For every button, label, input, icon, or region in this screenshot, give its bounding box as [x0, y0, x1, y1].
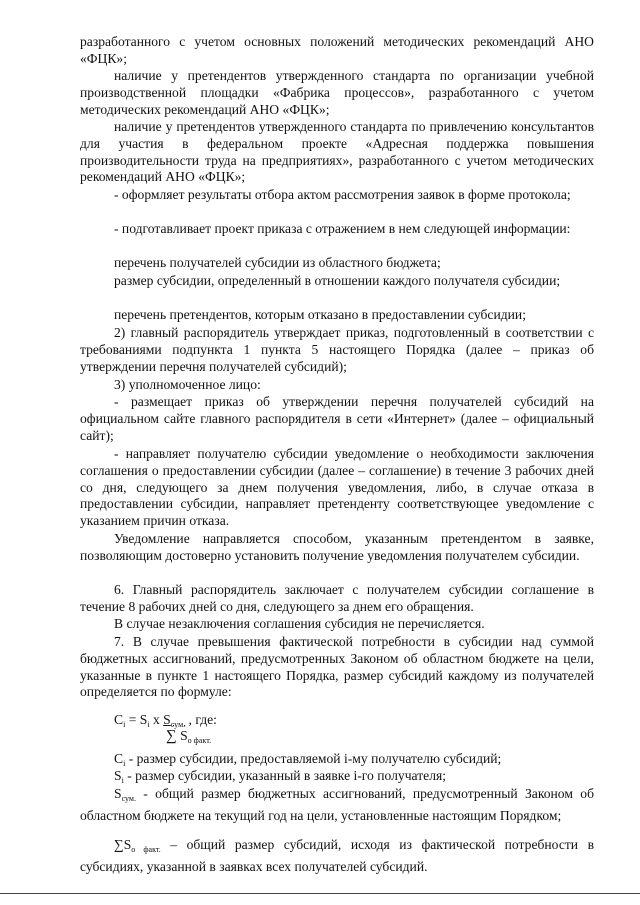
paragraph-1: разработанного с учетом основных положений методических рекомендаций АНО «ФЦК»;: [80, 34, 594, 66]
paragraph-11: - размещает приказ об утверждении перечня получателей субсидий на официальном сайте главного распорядителя в сети «Интернет» (далее – официальный сайт);: [80, 394, 594, 443]
paragraph-12: - направляет получателю субсидии уведомление о необходимости заключения соглашения о предоставлении субсидии (далее – соглашение) в течение 3 рабочих дней со дня, следующего за днем получения уведомления, либо, в случае отказа в предоставлении субсидии, направляет претенденту соответствующее уведомление с указанием причин отказа.: [80, 446, 594, 529]
definition-3-subscript: сум.: [121, 794, 136, 803]
paragraph-13: Уведомление направляется способом, указанным претендентом в заявке, позволяющим достоверно установить получение уведомления получателем субсидии.: [80, 531, 594, 563]
paragraph-15: В случае незаключения соглашения субсидия не перечисляется.: [114, 616, 485, 631]
paragraph-7: размер субсидии, определенный в отношении каждого получателя субсидии;: [114, 273, 561, 288]
paragraph-2: наличие у претендентов утвержденного стандарта по организации учебной производственной площадки «Фабрика процессов», разработанного с учетом методических рекомендаций АНО «ФЦК»;: [80, 68, 594, 117]
formula-s-sum: S: [163, 712, 171, 727]
definition-2-subscript: i: [121, 776, 124, 785]
paragraph-10: 3) уполномоченное лицо:: [114, 377, 261, 392]
definition-4-subscript: о факт.: [131, 845, 161, 854]
paragraph-6: перечень получателей субсидии из областного бюджета;: [114, 255, 441, 270]
paragraph-8: перечень претендентов, которым отказано в предоставлении субсидии;: [114, 307, 526, 322]
definition-2-text: - размер субсидии, указанный в заявке i-го получателя;: [123, 768, 447, 783]
paragraph-4: - оформляет результаты отбора актом рассмотрения заявок в форме протокола;: [114, 187, 571, 202]
formula-s-o: S: [176, 728, 188, 743]
formula-o-subscript: о факт.: [187, 736, 212, 745]
definition-3-symbol: S: [114, 786, 122, 801]
formula-c-subscript: i: [123, 720, 126, 729]
definition-2-symbol: S: [114, 768, 122, 783]
paragraph-5: - подготавливает проект приказа с отражением в нем следующей информации:: [114, 221, 571, 236]
formula-line-2: [166, 728, 211, 750]
definition-4-symbol: ∑S: [114, 837, 132, 852]
definition-4: [80, 837, 594, 876]
definition-4-text: – общий размер субсидий, исходя из фактической потребности в субсидиях, указанной в заявках всех получателей субсидий.: [80, 837, 594, 874]
formula-where: , где:: [185, 712, 217, 727]
formula-times: x: [149, 712, 164, 727]
formula-numerator: [163, 712, 185, 727]
definition-3: [80, 786, 594, 825]
formula-c: C: [114, 712, 124, 727]
paragraph-9: 2) главный распорядитель утверждает приказ, подготовленный в соответствии с требованиями подпункта 1 пункта 5 настоящего Порядка (далее – приказ об утверждении перечня получателей субсидий);: [80, 325, 594, 374]
formula-sum-subscript: сум.: [170, 720, 186, 729]
paragraph-14: 6. Главный распорядитель заключает с получателем субсидии соглашение в течение 8 рабочих дней со дня, следующего за днем его обращения.: [80, 582, 594, 614]
formula-sigma: ∑: [166, 728, 177, 744]
definition-3-text: - общий размер бюджетных ассигнований, предусмотренный Законом об областном бюджете на текущий год на цели, установленные настоящим Порядком;: [80, 786, 594, 823]
page-bottom-edge: [0, 893, 640, 894]
paragraph-16: 7. В случае превышения фактической потребности в субсидии над суммой бюджетных ассигнований, предусмотренных Законом об областном бюджете на цели, указанные в пункте 1 настоящего Порядка, размер субсидий каждому из получателей определяется по формуле:: [80, 634, 594, 700]
definition-1-text: - размер субсидии, предоставляемой i-му получателю субсидий;: [125, 751, 502, 766]
definition-1-symbol: C: [114, 751, 124, 766]
formula-s-subscript: i: [147, 720, 150, 729]
definition-1-subscript: i: [123, 759, 126, 768]
paragraph-3: наличие у претендентов утвержденного стандарта по привлечению консультантов для участия в федеральном проекте «Адресная поддержка повышения производительности труда на предприятиях», разработанного с учетом методических рекомендаций АНО «ФЦК»;: [80, 119, 594, 185]
formula-s: = S: [125, 712, 148, 727]
